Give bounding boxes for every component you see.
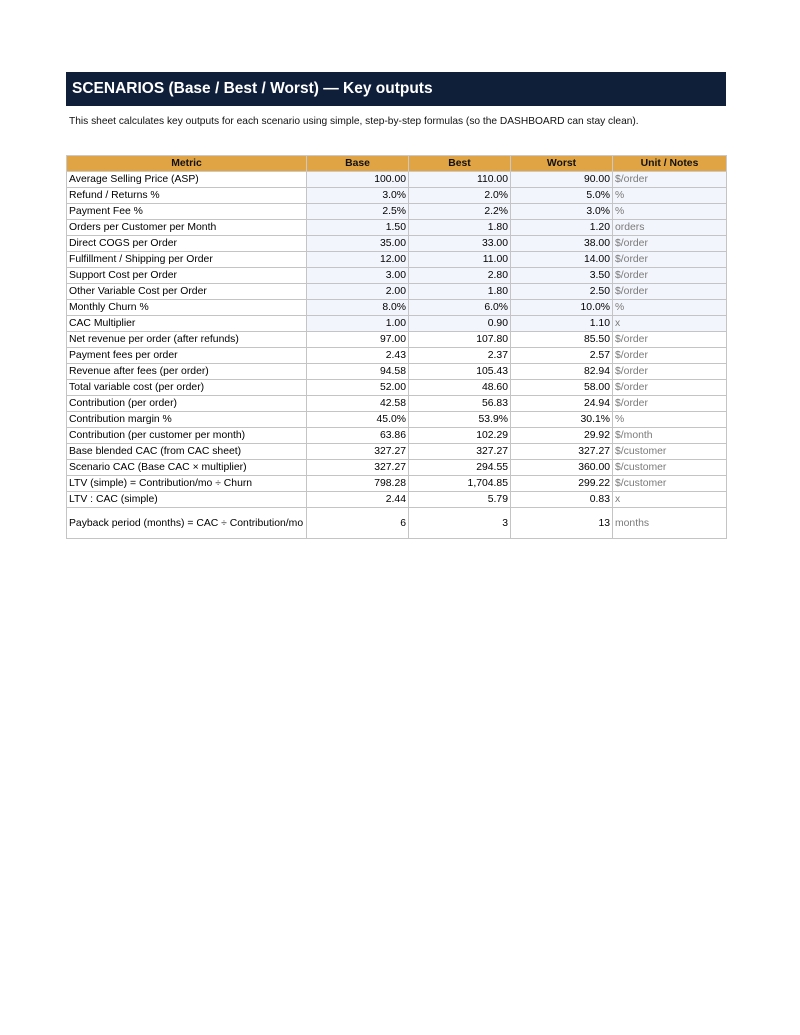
column-header-metric[interactable]: Metric (67, 156, 307, 172)
worst-value-cell[interactable]: 13 (511, 508, 613, 539)
metric-cell[interactable]: Orders per Customer per Month (67, 220, 307, 236)
metric-cell[interactable]: Revenue after fees (per order) (67, 364, 307, 380)
unit-notes-cell[interactable]: orders (613, 220, 727, 236)
unit-notes-cell[interactable]: % (613, 188, 727, 204)
worst-value-cell[interactable]: 2.50 (511, 284, 613, 300)
worst-value-cell[interactable]: 29.92 (511, 428, 613, 444)
base-value-cell[interactable]: 2.44 (307, 492, 409, 508)
best-value-cell[interactable]: 102.29 (409, 428, 511, 444)
base-value-cell[interactable]: 2.5% (307, 204, 409, 220)
worst-value-cell[interactable]: 14.00 (511, 252, 613, 268)
base-value-cell[interactable]: 327.27 (307, 444, 409, 460)
column-header-unit-notes[interactable]: Unit / Notes (613, 156, 727, 172)
base-value-cell[interactable]: 8.0% (307, 300, 409, 316)
column-header-base[interactable]: Base (307, 156, 409, 172)
table-row (67, 252, 727, 268)
unit-notes-cell[interactable]: $/customer (613, 444, 727, 460)
table-row (67, 188, 727, 204)
base-value-cell[interactable]: 2.43 (307, 348, 409, 364)
metric-cell[interactable]: LTV : CAC (simple) (67, 492, 307, 508)
worst-value-cell[interactable]: 24.94 (511, 396, 613, 412)
best-value-cell[interactable]: 48.60 (409, 380, 511, 396)
metric-cell[interactable]: Fulfillment / Shipping per Order (67, 252, 307, 268)
unit-notes-cell[interactable]: $/order (613, 380, 727, 396)
unit-notes-cell[interactable]: $/order (613, 332, 727, 348)
base-value-cell[interactable]: 798.28 (307, 476, 409, 492)
metric-cell[interactable]: Contribution margin % (67, 412, 307, 428)
best-value-cell[interactable]: 1,704.85 (409, 476, 511, 492)
table-row (67, 508, 727, 539)
worst-value-cell[interactable]: 1.20 (511, 220, 613, 236)
best-value-cell[interactable]: 294.55 (409, 460, 511, 476)
unit-notes-cell[interactable]: x (613, 492, 727, 508)
table-row (67, 172, 727, 188)
base-value-cell[interactable]: 97.00 (307, 332, 409, 348)
base-value-cell[interactable]: 1.50 (307, 220, 409, 236)
metric-cell[interactable]: CAC Multiplier (67, 316, 307, 332)
table-row (67, 428, 727, 444)
unit-notes-cell[interactable]: x (613, 316, 727, 332)
metric-cell[interactable]: Direct COGS per Order (67, 236, 307, 252)
metric-cell[interactable]: Monthly Churn % (67, 300, 307, 316)
base-value-cell[interactable]: 327.27 (307, 460, 409, 476)
worst-value-cell[interactable]: 58.00 (511, 380, 613, 396)
best-value-cell[interactable]: 2.2% (409, 204, 511, 220)
unit-notes-cell[interactable]: $/order (613, 268, 727, 284)
metric-cell[interactable]: Total variable cost (per order) (67, 380, 307, 396)
table-row (67, 492, 727, 508)
base-value-cell[interactable]: 6 (307, 508, 409, 539)
best-value-cell[interactable]: 6.0% (409, 300, 511, 316)
metric-cell[interactable]: Refund / Returns % (67, 188, 307, 204)
worst-value-cell[interactable]: 82.94 (511, 364, 613, 380)
table-row (67, 476, 727, 492)
sheet-description: This sheet calculates key outputs for each scenario using simple, step-by-step formulas (so the DASHBOARD can stay clean). (69, 116, 639, 127)
metric-cell[interactable]: Scenario CAC (Base CAC × multiplier) (67, 460, 307, 476)
worst-value-cell[interactable]: 10.0% (511, 300, 613, 316)
metric-cell[interactable]: Contribution (per customer per month) (67, 428, 307, 444)
table-row (67, 236, 727, 252)
table-row (67, 220, 727, 236)
best-value-cell[interactable]: 11.00 (409, 252, 511, 268)
column-header-worst[interactable]: Worst (511, 156, 613, 172)
worst-value-cell[interactable]: 360.00 (511, 460, 613, 476)
unit-notes-cell[interactable]: % (613, 204, 727, 220)
table-row (67, 396, 727, 412)
table-header-row (67, 156, 727, 172)
base-value-cell[interactable]: 2.00 (307, 284, 409, 300)
base-value-cell[interactable]: 42.58 (307, 396, 409, 412)
best-value-cell[interactable]: 0.90 (409, 316, 511, 332)
unit-notes-cell[interactable]: $/order (613, 236, 727, 252)
metric-cell[interactable]: Other Variable Cost per Order (67, 284, 307, 300)
best-value-cell[interactable]: 2.0% (409, 188, 511, 204)
unit-notes-cell[interactable]: $/order (613, 252, 727, 268)
worst-value-cell[interactable]: 5.0% (511, 188, 613, 204)
best-value-cell[interactable]: 53.9% (409, 412, 511, 428)
metric-cell[interactable]: Payback period (months) = CAC ÷ Contribution/mo (67, 508, 307, 539)
table-row (67, 284, 727, 300)
unit-notes-cell[interactable]: $/customer (613, 460, 727, 476)
best-value-cell[interactable]: 56.83 (409, 396, 511, 412)
best-value-cell[interactable]: 2.37 (409, 348, 511, 364)
best-value-cell[interactable]: 105.43 (409, 364, 511, 380)
worst-value-cell[interactable]: 85.50 (511, 332, 613, 348)
worst-value-cell[interactable]: 3.50 (511, 268, 613, 284)
best-value-cell[interactable]: 110.00 (409, 172, 511, 188)
table-row (67, 412, 727, 428)
metric-cell[interactable]: Payment fees per order (67, 348, 307, 364)
unit-notes-cell[interactable]: $/order (613, 284, 727, 300)
table-row (67, 300, 727, 316)
unit-notes-cell[interactable]: $/order (613, 348, 727, 364)
base-value-cell[interactable]: 35.00 (307, 236, 409, 252)
table-row (67, 332, 727, 348)
best-value-cell[interactable]: 1.80 (409, 284, 511, 300)
worst-value-cell[interactable]: 299.22 (511, 476, 613, 492)
table-row (67, 204, 727, 220)
table-row (67, 380, 727, 396)
base-value-cell[interactable]: 12.00 (307, 252, 409, 268)
metric-cell[interactable]: Contribution (per order) (67, 396, 307, 412)
best-value-cell[interactable]: 3 (409, 508, 511, 539)
metric-cell[interactable]: LTV (simple) = Contribution/mo ÷ Churn (67, 476, 307, 492)
unit-notes-cell[interactable]: $/customer (613, 476, 727, 492)
scenarios-table (66, 155, 727, 539)
worst-value-cell[interactable]: 3.0% (511, 204, 613, 220)
metric-cell[interactable]: Net revenue per order (after refunds) (67, 332, 307, 348)
unit-notes-cell[interactable]: $/order (613, 364, 727, 380)
base-value-cell[interactable]: 63.86 (307, 428, 409, 444)
best-value-cell[interactable]: 327.27 (409, 444, 511, 460)
worst-value-cell[interactable]: 30.1% (511, 412, 613, 428)
worst-value-cell[interactable]: 327.27 (511, 444, 613, 460)
metric-cell[interactable]: Average Selling Price (ASP) (67, 172, 307, 188)
unit-notes-cell[interactable]: % (613, 300, 727, 316)
table-row (67, 268, 727, 284)
best-value-cell[interactable]: 1.80 (409, 220, 511, 236)
metric-cell[interactable]: Support Cost per Order (67, 268, 307, 284)
unit-notes-cell[interactable]: $/order (613, 396, 727, 412)
base-value-cell[interactable]: 3.00 (307, 268, 409, 284)
unit-notes-cell[interactable]: $/order (613, 172, 727, 188)
base-value-cell[interactable]: 100.00 (307, 172, 409, 188)
column-header-best[interactable]: Best (409, 156, 511, 172)
base-value-cell[interactable]: 52.00 (307, 380, 409, 396)
table-row (67, 316, 727, 332)
base-value-cell[interactable]: 94.58 (307, 364, 409, 380)
base-value-cell[interactable]: 45.0% (307, 412, 409, 428)
metric-cell[interactable]: Payment Fee % (67, 204, 307, 220)
best-value-cell[interactable]: 5.79 (409, 492, 511, 508)
table-row (67, 460, 727, 476)
unit-notes-cell[interactable]: % (613, 412, 727, 428)
worst-value-cell[interactable]: 2.57 (511, 348, 613, 364)
table-row (67, 348, 727, 364)
best-value-cell[interactable]: 33.00 (409, 236, 511, 252)
base-value-cell[interactable]: 1.00 (307, 316, 409, 332)
best-value-cell[interactable]: 107.80 (409, 332, 511, 348)
unit-notes-cell[interactable]: $/month (613, 428, 727, 444)
unit-notes-cell[interactable]: months (613, 508, 727, 539)
worst-value-cell[interactable]: 38.00 (511, 236, 613, 252)
worst-value-cell[interactable]: 1.10 (511, 316, 613, 332)
metric-cell[interactable]: Base blended CAC (from CAC sheet) (67, 444, 307, 460)
table-row (67, 444, 727, 460)
table-row (67, 364, 727, 380)
best-value-cell[interactable]: 2.80 (409, 268, 511, 284)
sheet-title: SCENARIOS (Base / Best / Worst) — Key outputs (66, 72, 726, 106)
worst-value-cell[interactable]: 0.83 (511, 492, 613, 508)
base-value-cell[interactable]: 3.0% (307, 188, 409, 204)
worst-value-cell[interactable]: 90.00 (511, 172, 613, 188)
